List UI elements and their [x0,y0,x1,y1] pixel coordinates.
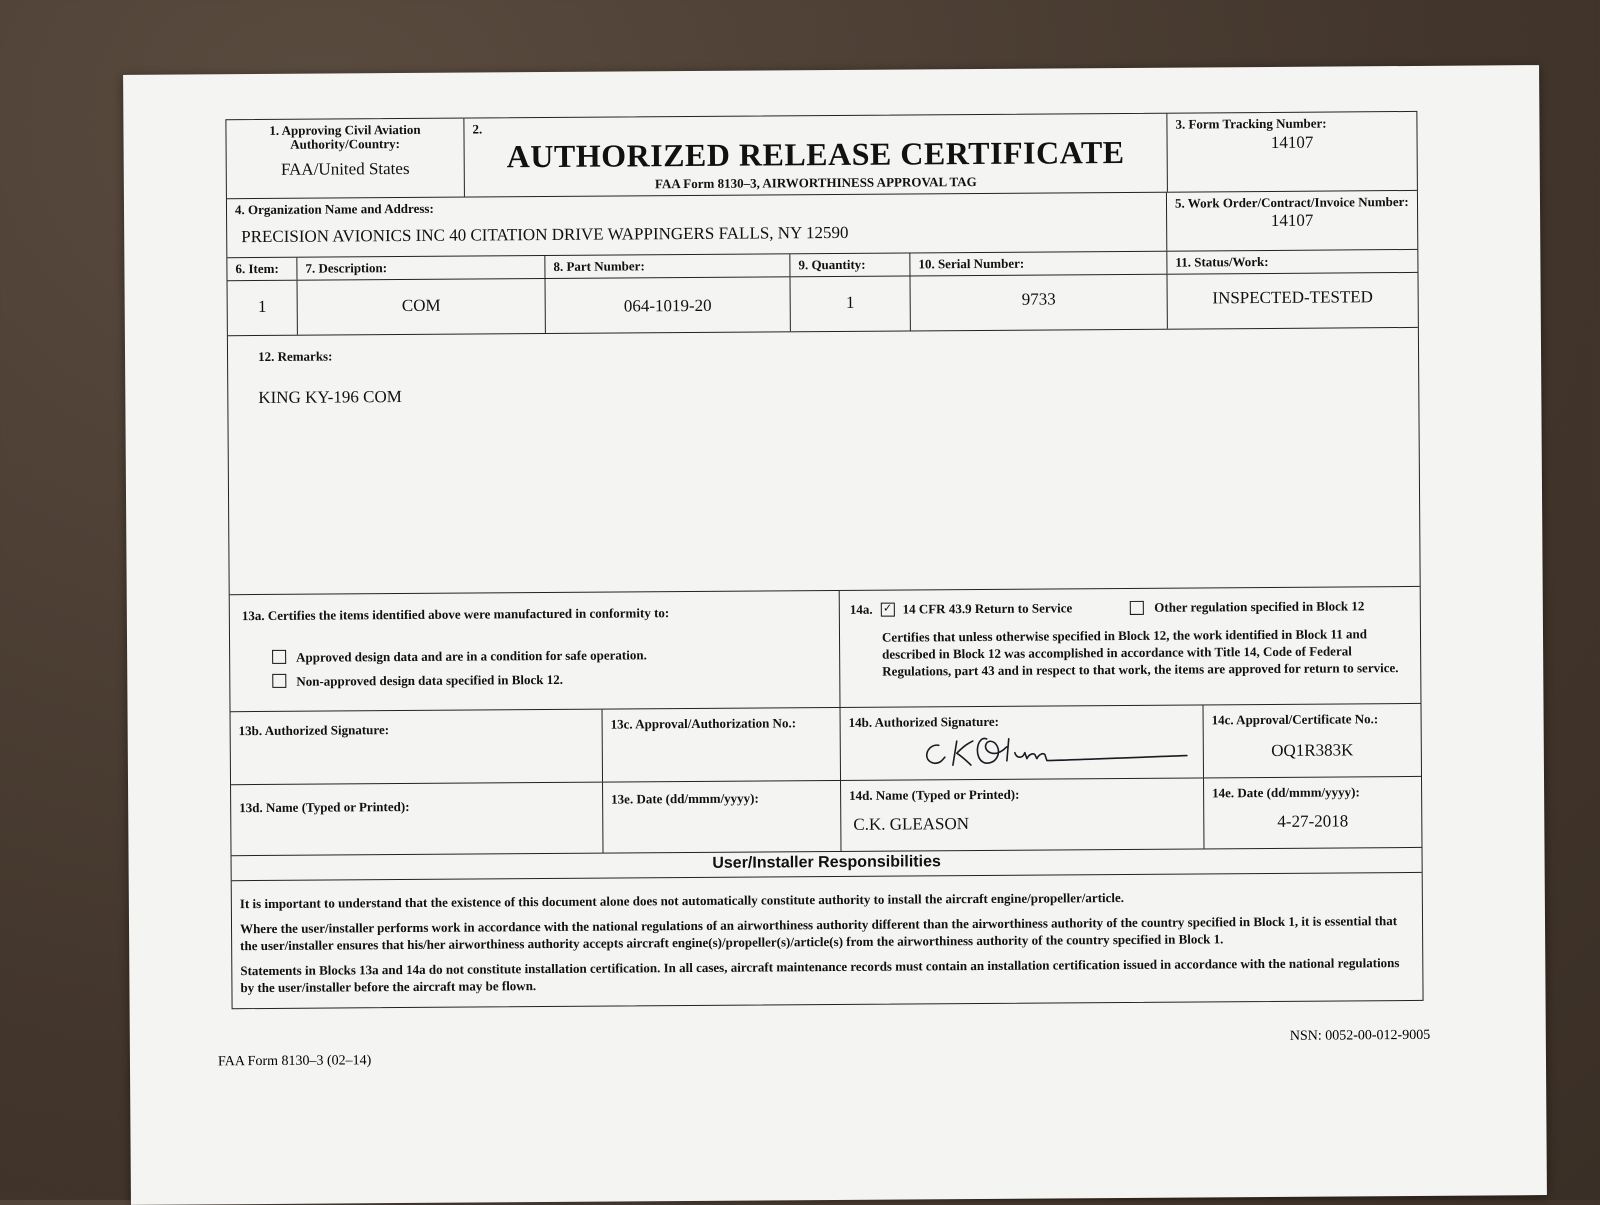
block-5 [1167,191,1417,251]
block-14b-label: 14b. Authorized Signature: [848,713,1000,730]
certificate-form [225,111,1423,1009]
certificate-subtitle: FAA Form 8130–3, AIRWORTHINESS APPROVAL TAG [654,173,977,192]
block-14a-label: 14a. [849,601,873,617]
signature-row [231,704,1421,785]
serial-number-value: 9733 [910,275,1167,331]
block-13a [230,591,841,711]
quantity-header: 9. Quantity: [790,253,910,276]
block-14a-text: Certifies that unless otherwise specified in Block 12, the work identified in Block 11 and described in Block 12 was accomplished in accordance with Title 14, Code of Federal Regulations, part 43 and in respect to that work, the items are approved for return to service. [881,626,1399,679]
block-5-value: 14107 [1270,210,1314,230]
block-2-label: 2. [472,121,483,137]
responsibilities-paragraph-1: It is important to understand that the existence of this document alone does not automatically constitute authority to install the aircraft engine/propeller/article. [239,889,1125,912]
block-13b [231,710,603,785]
block-14e [1204,777,1421,849]
remarks-row [228,328,1420,595]
block-14b [841,705,1204,780]
block-13d [231,783,603,856]
block-13e [603,781,841,853]
block-12-label: 12. Remarks: [257,348,333,365]
block-14d-value: C.K. GLEASON [853,814,970,834]
block-2 [464,114,1167,197]
status-work-header: 11. Status/Work: [1175,253,1269,270]
responsibilities-text [232,873,1423,1008]
certification-row [230,587,1421,712]
block-13a-option-2[interactable] [242,669,827,691]
responsibilities-paragraph-2: Where the user/installer performs work in accordance with the national regulations of an airworthiness authority different than the airworthiness authority of the country specified in Block 1, it is essential that the user/installer ensures that his/her airworthiness authority accepts aircraft engine(s)/propeller(s)/article(s) from the airworthiness authority of the country specified in Block 1. [239,913,1398,954]
block-13d-label: 13d. Name (Typed or Printed): [239,798,410,816]
block-14c-value: OQ1R383K [1271,740,1354,760]
block-13a-option-2-label: Non-approved design data specified in Block 12. [296,671,564,689]
block-13a-label: 13a. Certifies the items identified above were manufactured in conformity to: [241,605,670,624]
header-row [226,112,1417,199]
block-13c-label: 13c. Approval/Authorization No.: [610,715,797,732]
block-13b-label: 13b. Authorized Signature: [238,722,390,739]
block-14c [1204,704,1421,778]
block-14a-option-2-label: Other regulation specified in Block 12 [1154,598,1365,615]
block-13a-option-1-label: Approved design data and are in a condition for safe operation. [296,647,647,665]
responsibilities-text-row [232,873,1423,1008]
block-13e-label: 13e. Date (dd/mmm/yyyy): [611,790,759,807]
responsibilities-paragraph-3: Statements in Blocks 13a and 14a do not constitute installation certification. In all cases, aircraft maintenance records must contain an installation certification issued in accordance with the national regulations by the user/installer before the aircraft may be flown. [240,955,1400,996]
block-14e-value: 4-27-2018 [1277,811,1349,831]
items-value-row [228,273,1418,336]
checkbox-approved-design[interactable] [272,650,286,664]
part-number-header: 8. Part Number: [545,254,790,278]
block-3-label: 3. Form Tracking Number: [1175,115,1327,132]
block-4-label: 4. Organization Name and Address: [234,200,434,218]
block-1-value: FAA/United States [280,158,410,179]
block-1-label: 1. Approving Civil Aviation Authority/Country: [269,121,421,152]
block-4 [227,193,1167,258]
nsn-number: NSN: 0052-00-012-9005 [1289,1027,1431,1044]
block-5-label: 5. Work Order/Contract/Invoice Number: [1174,193,1409,211]
responsibilities-heading: User/Installer Responsibilities [712,853,941,872]
org-row [227,191,1417,258]
checkbox-non-approved-design[interactable] [272,674,286,688]
item-value: 1 [228,281,298,335]
block-14a-options [850,599,1410,617]
block-3 [1166,112,1417,192]
block-13a-option-1[interactable] [242,645,827,667]
form-id: FAA Form 8130–3 (02–14) [217,1053,372,1070]
description-value: COM [298,279,546,335]
block-3-value: 14107 [1270,132,1314,152]
certificate-title: AUTHORIZED RELEASE CERTIFICATE [506,133,1125,175]
item-header: 6. Item: [227,258,297,280]
part-number-value: 064-1019-20 [546,277,791,333]
authorized-signature [917,729,1197,771]
status-work-value: INSPECTED-TESTED [1212,287,1373,308]
checkbox-other-regulation[interactable] [1130,601,1144,615]
description-header: 7. Description: [297,256,545,280]
block-12-value: KING KY-196 COM [258,387,402,408]
block-14a-option-1-label: 14 CFR 43.9 Return to Service [902,600,1073,617]
block-14a [840,587,1421,707]
block-12 [228,328,1420,594]
name-date-row [231,777,1421,856]
block-4-value: PRECISION AVIONICS INC 40 CITATION DRIVE WAPPINGERS FALLS, NY 12590 [241,222,849,247]
block-14c-label: 14c. Approval/Certificate No.: [1211,711,1379,728]
block-1 [226,119,465,199]
checkbox-return-to-service[interactable]: ✓ [881,603,895,617]
block-14e-label: 14e. Date (dd/mmm/yyyy): [1212,784,1360,801]
block-13c [603,708,841,782]
quantity-value: 1 [791,276,911,331]
serial-number-header: 10. Serial Number: [910,252,1167,276]
block-14d-label: 14d. Name (Typed or Printed): [849,786,1020,803]
block-14d [841,778,1204,851]
certificate-paper [123,65,1547,1205]
